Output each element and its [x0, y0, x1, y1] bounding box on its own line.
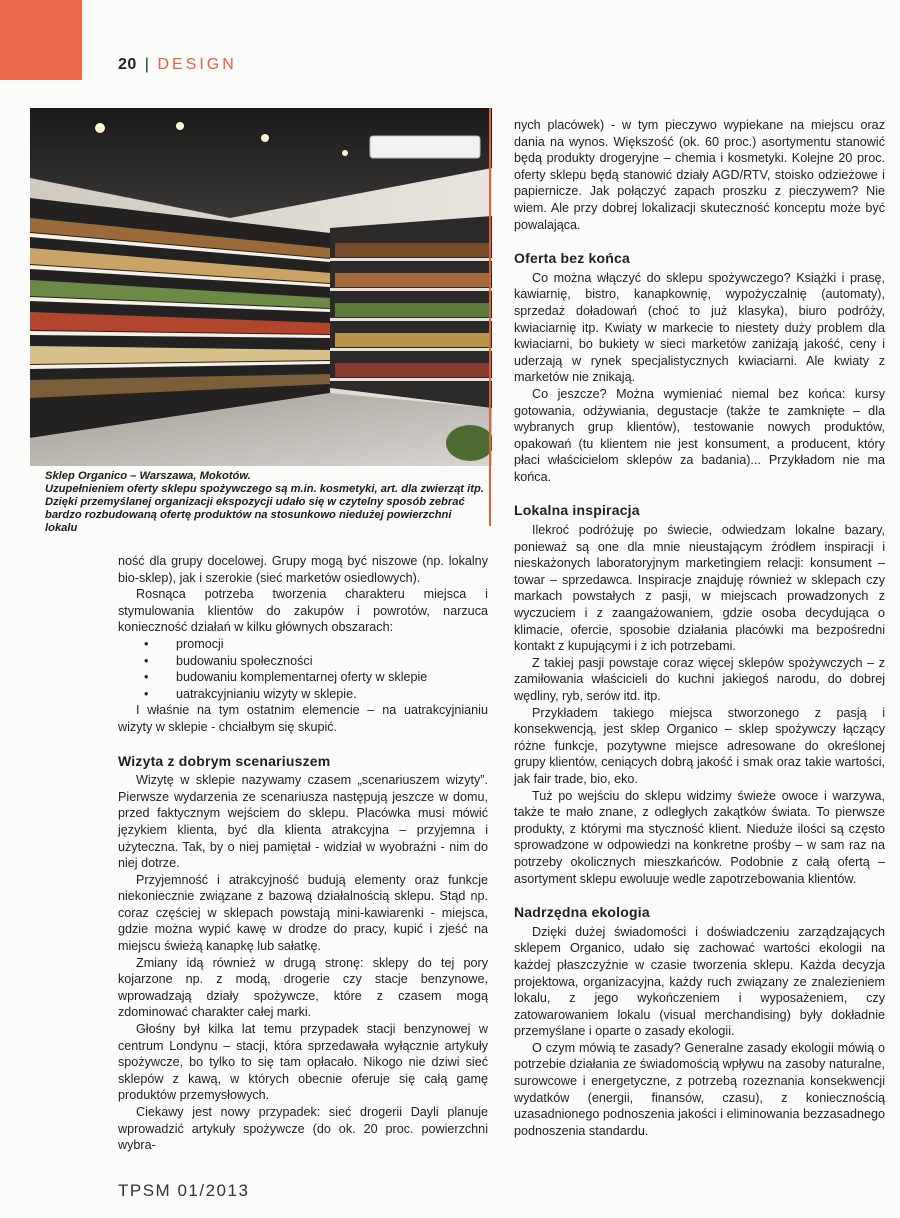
page-number: 20: [118, 56, 137, 73]
paragraph: I właśnie na tym ostatnim elemencie – na uatrakcyjnianiu wizyty w sklepie - chciałbym się skupić.: [118, 703, 488, 734]
list-item: • promocji: [144, 636, 488, 653]
paragraph: Co jeszcze? Można wymieniać niemal bez końca: kursy gotowania, odżywiania, degustacje (także te zamknięte – dla wybranych grup klientów), testowanie nowych produktów, opakowań (tu klientem nie jest konsument, a producent, który płaci właścicielom sklepów za badania)... Przykładom nie ma końca.: [514, 386, 885, 484]
caption-line: Sklep Organico – Warszawa, Mokotów.: [45, 470, 251, 482]
paragraph: Przykładem takiego miejsca stworzonego z pasją i konsekwencją, jest sklep Organico – sklep spożywczy łączący różne funkcje, pozytywne miejsce adresowane do określonej grupy klientów, ceniących dobrą jakość i smak oraz takie wartości, jak fair trade, bio, eko.: [514, 705, 885, 786]
section-heading: Nadrzędna ekologia: [514, 904, 650, 921]
right-column: [514, 117, 885, 1139]
paragraph: Zmiany idą również w drugą stronę: sklepy do tej pory kojarzone np. z modą, drogerie czy stacje benzynowe, wprowadzają działy spożywcze, które z czasem mogą zdominować charakter całej marki.: [118, 955, 488, 1020]
paragraph: Z takiej pasji powstaje coraz więcej sklepów spożywczych – z zamiłowania właścicieli do kuchni jakiegoś narodu, do dobrej wędliny, ryb, serów itd. itp.: [514, 655, 885, 703]
paragraph: nych placówek) - w tym pieczywo wypiekane na miejscu oraz dania na wynos. Większość (ok. 60 proc.) asortymentu stanowić będą produkty drogeryjne – chemia i kosmetyki. Kolejne 20 proc. oferty sklepu będą stanowić działy AGD/RTV, stoisko odzieżowe i papiernicze. Jak połączyć zapach proszku z pieczywem? Nie wiem. Ale przy dobrej lokalizacji skuteczność konceptu może być powalająca.: [514, 118, 885, 232]
section-heading: Wizyta z dobrym scenariuszem: [118, 752, 331, 769]
list-item: • budowaniu społeczności: [144, 653, 488, 670]
store-photo-illustration: [30, 108, 492, 466]
store-photo: [30, 108, 492, 466]
page-header: [118, 56, 237, 74]
header-separator: |: [144, 56, 150, 73]
paragraph: Wizytę w sklepie nazywamy czasem „scenariuszem wizyty”. Pierwsze wydarzenia ze scenariusza następują jeszcze w domu, przed faktycznym wejściem do sklepu. Placówka musi mówić językiem klienta, być dla klienta atrakcyjna – przyjemna i użyteczna. Tak, by o niej pamiętał - widział w wyobraźni - nim do niej dotrze.: [118, 773, 488, 871]
paragraph: Ilekroć podróżuję po świecie, odwiedzam lokalne bazary, ponieważ są one dla mnie nieustającym źródłem inspiracji i nieskażonych laboratoryjnym marketingiem relacji: konsument – towar – sprzedawca. Inspiracje znajduję również w sklepach czy markach powstałych z pasji, w miejscach prowadzonych z wyczuciem i z zaangażowaniem, gdzie osoba decydująca o klimacie, ofercie, sposobie działania placówki ma bezpośredni kontakt z kupującymi i z ich potrzebami.: [514, 523, 885, 654]
list-item: • uatrakcyjnianiu wizyty w sklepie.: [144, 686, 488, 703]
list-item: • budowaniu komplementarnej oferty w sklepie: [144, 669, 488, 686]
paragraph: Ciekawy jest nowy przypadek: sieć drogerii Dayli planuje wprowadzić artykuły spożywcze (do ok. 20 proc. powierzchni wybra-: [118, 1105, 488, 1153]
paragraph: ność dla grupy docelowej. Grupy mogą być niszowe (np. lokalny bio-sklep), jak i szerokie (sieć marketów osiedlowych).: [118, 554, 488, 585]
photo-rule: [489, 108, 491, 526]
paragraph: Tuż po wejściu do sklepu widzimy świeże owoce i warzywa, także te mało znane, z odległych zakątków świata. To pierwsze produkty, z którymi ma styczność klient. Nieduże ilości są często sprowadzone w odpowiedzi na konkretne prośby – w sam raz na potrzeby okolicznych mieszkańców. Podobnie z całą ofertą – asortyment sklepu ewoluuje wedle zapotrzebowania klientów.: [514, 788, 885, 886]
caption-line: Dzięki przemyślanej organizacji ekspozycji udało się w czytelny sposób zebrać bardzo rozbudowaną ofertę produktów na stosunkowo niedużej powierzchni lokalu: [45, 496, 465, 534]
section-title: DESIGN: [157, 56, 237, 73]
left-column: [118, 553, 488, 1154]
photo-caption: [45, 470, 485, 535]
paragraph: Głośny był kilka lat temu przypadek stacji benzynowej w centrum Londynu – stacji, która sprzedawała wyłącznie artykuły spożywcze, bo tylko to się tam opłacało. Nikogo nie dziwi sieć sklepów z kawą, w których obecnie oferuje się całą gamę produktów przemysłowych.: [118, 1022, 488, 1103]
corner-accent: [0, 0, 82, 80]
caption-line: Uzupełnieniem oferty sklepu spożywczego są m.in. kosmetyki, art. dla zwierząt itp.: [45, 483, 484, 495]
bullet-list: [144, 636, 488, 702]
page-footer: TPSM 01/2013: [118, 1181, 250, 1200]
paragraph: Co można włączyć do sklepu spożywczego? Książki i prasę, kawiarnię, bistro, kanapkownię, wypożyczalnię (automaty), sprzedaż doładowań (choć to już klasyka), biuro podróży, kwiaciarnię itp. Kwiaty w markecie to niestety duży problem dla kwiaciarni, bo bukiety w sieci marketów zaniżają jakość, ceny i uderzają w rynek specjalistycznych kwiaciarni. Ale kwiaty z marketów nie znikają.: [514, 270, 885, 385]
paragraph: Rosnąca potrzeba tworzenia charakteru miejsca i stymulowania klientów do zakupów i powrotów, narzuca konieczność działań w kilku głównych obszarach:: [118, 587, 488, 635]
paragraph: Dzięki dużej świadomości i doświadczeniu zarządzających sklepem Organico, udało się zachować wartości ekologii na każdej płaszczyźnie w czasie tworzenia sklepu. Każda decyzja projektowa, organizacyjna, każdy ruch związany ze znalezieniem lokalu, z jego wykończeniem i wyposażeniem, czy zatowarowaniem lokalu (visual merchandising) były dokładnie przemyślane i oparte o zasady ekologii.: [514, 924, 885, 1039]
paragraph: Przyjemność i atrakcyjność budują elementy oraz funkcje niekoniecznie związane z bazową działalnością sklepu. Stąd np. coraz częściej w sklepach powstają mini-kawiarenki - miejsca, gdzie można wypić kawę w drodze do pracy, kupić i zjeść na miejscu świeżą kanapkę lub sałatkę.: [118, 872, 488, 954]
paragraph: O czym mówią te zasady? Generalne zasady ekologii mówią o potrzebie działania ze świadomością wpływu na zasoby naturalne, surowcowe i energetyczne, z potrzebą rozeznania konsekwencji wydatków (energii, finansów, czasu), z koniecznością uzasadnionego podnoszenia jakości i eliminowania bezzasadnego podnoszenia standardu.: [514, 1040, 885, 1138]
section-heading: Lokalna inspiracja: [514, 502, 640, 519]
section-heading: Oferta bez końca: [514, 250, 631, 267]
